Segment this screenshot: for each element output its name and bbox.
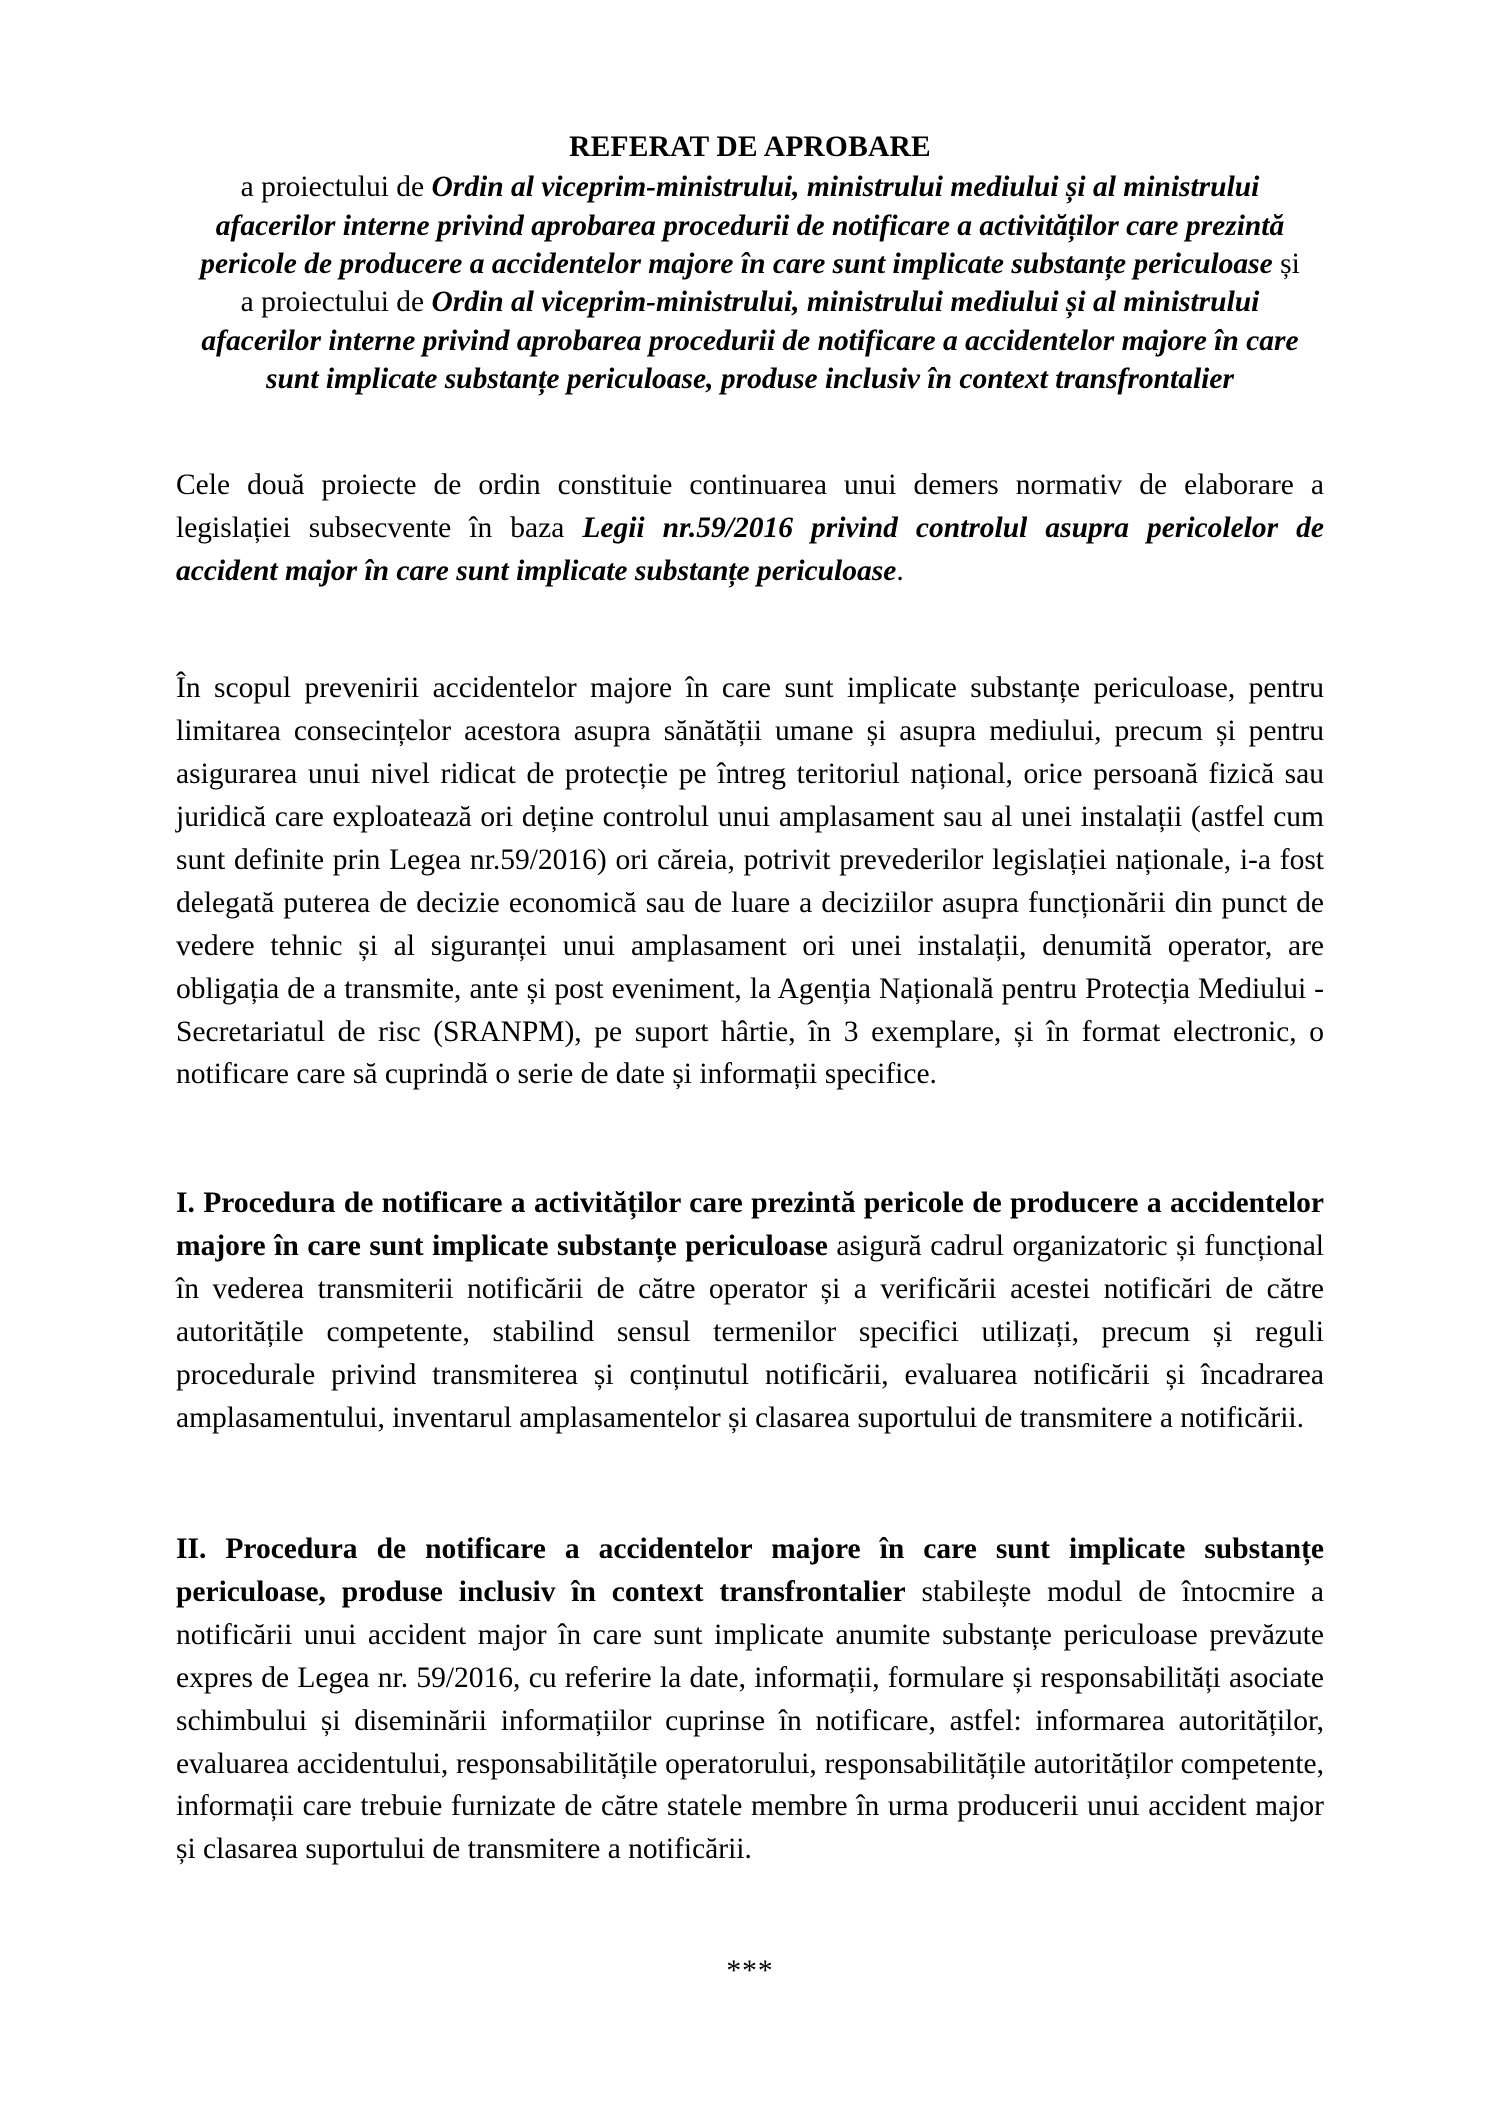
title-line-3 <box>176 245 1324 283</box>
document-body <box>176 464 1324 1988</box>
paragraph-intro-text-2: . <box>896 555 904 588</box>
title-line-1 <box>176 168 1324 206</box>
section-two-lead: II. Procedura de notificare a accidentelor majore în care sunt implicate substanțe periculoase, produse inclusiv în context transfrontalier <box>176 1532 1324 1608</box>
title-line-5: afacerilor interne privind aprobarea procedurii de notificare a accidentelor majore în care <box>201 324 1299 357</box>
title-line-1-prefix: a proiectului de <box>240 171 432 204</box>
title-line-6: sunt implicate substanțe periculoase, produse inclusiv în context transfrontalier <box>266 363 1234 396</box>
section-one-rest: asigură cadrul organizatoric și funcțional în vederea transmiterii notificării de către operator și a verificării acestei notificări de către autoritățile competente, stabilind sensul termenilor specifici utilizați, precum și reguli procedurale privind transmiterea și conținutul notificării, evaluarea notificării și încadrarea amplasamentului, inventarul amplasamentelor și clasarea suportului de transmitere a notificării. <box>176 1230 1325 1434</box>
document-heading: REFERAT DE APROBARE <box>569 131 931 163</box>
title-line-3-italic: pericole de producere a accidentelor majore în care sunt implicate substanțe periculoase <box>200 248 1273 281</box>
title-block <box>176 128 1324 398</box>
section-two <box>176 1528 1324 1871</box>
title-line-4 <box>176 283 1324 321</box>
section-one-lead: I. Procedura de notificare a activităților care prezintă pericole de producere a accidentelor majore în care sunt implicate substanțe periculoase <box>176 1187 1324 1263</box>
section-one <box>176 1182 1324 1440</box>
title-line-2: afacerilor interne privind aprobarea procedurii de notificare a activităților care prezintă <box>215 209 1285 242</box>
section-two-rest: stabilește modul de întocmire a notificării unui accident major în care sunt implicate anumite substanțe periculoase prevăzute expres de Legea nr. 59/2016, cu referire la date, informații, formulare și responsabilități asociate schimbului și diseminării informațiilor cuprinse în notificare, astfel: informarea autorităților, evaluarea accidentului, responsabilitățile operatorului, responsabilitățile autorităților competente, informații care trebuie furnizate de către statele membre în urma producerii unui accident major și clasarea suportului de transmitere a notificării. <box>176 1575 1325 1866</box>
title-line-3-suffix: și <box>1272 248 1300 281</box>
paragraph-scope: În scopul prevenirii accidentelor majore în care sunt implicate substanțe periculoase, pentru limitarea consecințelor acestora asupra sănătății umane și asupra mediului, precum și pentru asigurarea unui nivel ridicat de protecție pe întreg teritoriul național, orice persoană fizică sau juridică care exploatează ori deține controlul unui amplasament sau al unei instalații (astfel cum sunt definite prin Legea nr.59/2016) ori căreia, potrivit prevederilor legislației naționale, i-a fost delegată puterea de decizie economică sau de luare a deciziilor asupra funcționării din punct de vedere tehnic și al siguranței unui amplasament ori unei instalații, denumită operator, are obligația de a transmite, ante și post eveniment, la Agenția Națională pentru Protecția Mediului - Secretariatul de risc (SRANPM), pe suport hârtie, în 3 exemplare, și în format electronic, o notificare care să cuprindă o serie de date și informații specifice. <box>176 672 1324 1091</box>
section-separator: *** <box>726 1955 774 1988</box>
title-line-4-italic: Ordin al viceprim-ministrului, ministrului mediului și al ministrului <box>431 286 1260 319</box>
paragraph-intro-text-1: Cele două proiecte de ordin constituie continuarea unui demers normativ de elaborare a legislației subsecvente în baza <box>176 469 1324 545</box>
title-line-4-prefix: a proiectului de <box>240 286 432 319</box>
paragraph-intro <box>176 464 1324 593</box>
law-reference-emphasis: Legii nr.59/2016 privind controlul asupra pericolelor de accident major în care sunt implicate substanțe periculoase <box>176 512 1324 588</box>
title-line-1-italic: Ordin al viceprim-ministrului, ministrului mediului și al ministrului <box>431 171 1260 204</box>
